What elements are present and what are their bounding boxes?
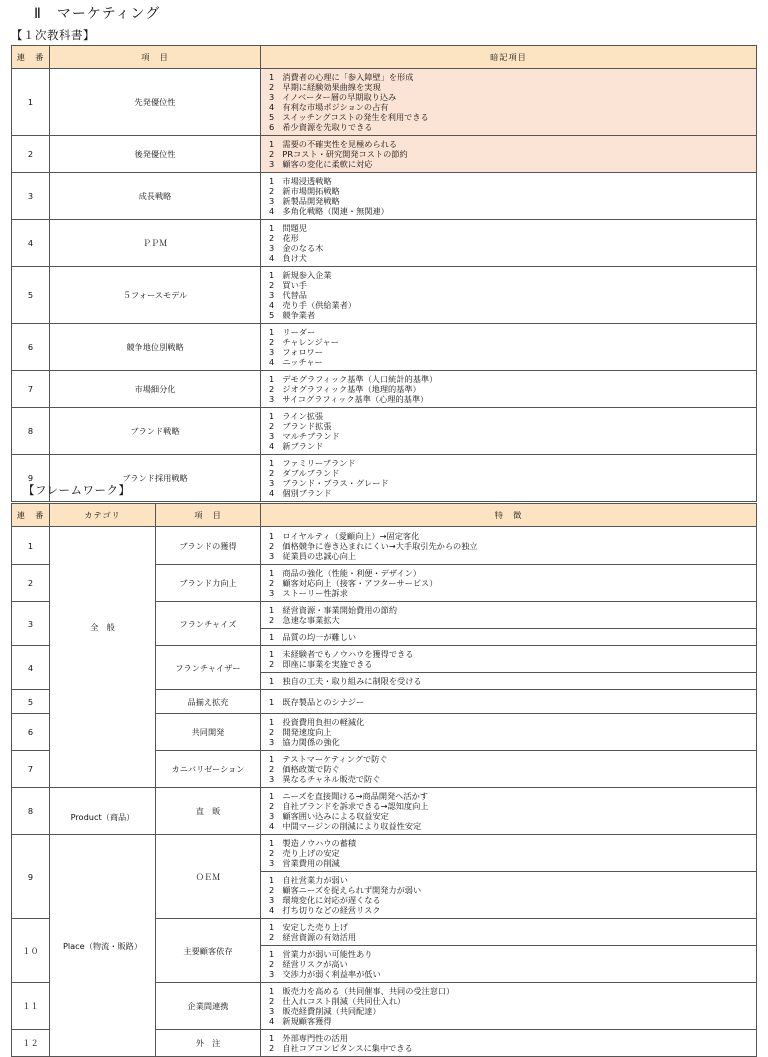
note-line: 4 中間マージンの削減により収益性安定	[269, 821, 422, 831]
note-line: 1 販売力を高める（共同催事、共同の受注窓口）	[269, 986, 455, 996]
row-category: Place（物流・販路）	[50, 835, 156, 1057]
note-line: 2 ダブルブランド	[269, 468, 340, 478]
row-number: 5	[12, 690, 50, 714]
note-line: 2 売り上げの安定	[269, 848, 340, 858]
notes-cell	[261, 371, 757, 408]
note-line: 3 サイコグラフィック基準（心理的基準）	[269, 394, 429, 404]
framework-table	[11, 503, 757, 1057]
notes-cell	[261, 751, 757, 788]
row-number: 6	[12, 324, 50, 371]
row-number: 7	[12, 751, 50, 788]
note-line: 1 テストマーケティングで防ぐ	[269, 754, 388, 764]
note-line: 3 協力関係の強化	[269, 737, 340, 747]
note-line: 2 ジオグラフィック基準（地理的基準）	[269, 384, 421, 394]
note-line: 2 顧客対応向上（接客・アフターサービス）	[269, 578, 438, 588]
note-line: 2 開発速度向上	[269, 727, 332, 737]
table-row	[12, 527, 757, 565]
note-line: 5 スイッチングコストの発生を利用できる	[269, 112, 429, 122]
note-line: 3 代替品	[269, 290, 307, 300]
table-row	[12, 220, 757, 267]
note-line: 1 未経験者でもノウハウを獲得できる	[269, 649, 414, 659]
notes-cell	[261, 946, 757, 983]
row-number: 1	[12, 69, 50, 136]
note-line: 2 新市場開拓戦略	[269, 186, 340, 196]
note-line: 1 ニーズを直接聞ける→商品開発へ活かす	[269, 791, 429, 801]
row-item: 後発優位性	[50, 136, 261, 173]
note-line: 2 早期に経験効果曲線を実現	[269, 82, 381, 92]
note-line: 2 自社コアコンピタンスに集中できる	[269, 1043, 413, 1053]
note-line: 1 デモグラフィック基準（人口統計的基準）	[269, 374, 438, 384]
table-row	[12, 173, 757, 220]
row-number: １１	[12, 983, 50, 1030]
note-line: 4 個別ブランド	[269, 488, 332, 498]
note-line: 1 ロイヤルティ（愛顧向上）→固定客化	[269, 530, 420, 541]
page-title: Ⅱ マーケティング	[34, 6, 161, 22]
row-item: 共同開発	[156, 714, 261, 751]
row-item: ５フォースモデル	[50, 267, 261, 324]
note-line: 1 外部専門性の活用	[269, 1033, 348, 1043]
note-line: 4 有利な市場ポジションの占有	[269, 102, 389, 112]
notes-cell	[261, 872, 757, 919]
notes-cell	[261, 602, 757, 629]
row-item: ブランド戦略	[50, 408, 261, 455]
row-number: 5	[12, 267, 50, 324]
row-item: 市場細分化	[50, 371, 261, 408]
notes-cell	[261, 267, 757, 324]
note-line: 1 問題児	[269, 223, 307, 233]
note-line: 3 イノベーター層の早期取り込み	[269, 92, 397, 102]
note-line: 2 即座に事業を実施できる	[269, 659, 373, 669]
note-line: 2 自社ブランドを訴求できる→認知度向上	[269, 801, 429, 811]
note-line: 2 仕入れコスト削減（共同仕入れ）	[269, 996, 406, 1006]
note-line: 1 安定した売り上げ	[269, 922, 348, 932]
note-line: 3 交渉力が弱く利益率が低い	[269, 969, 381, 979]
notes-cell	[261, 673, 757, 690]
row-number: 6	[12, 714, 50, 751]
note-line: 3 異なるチャネル販売で防ぐ	[269, 774, 381, 784]
notes-cell	[261, 629, 757, 646]
textbook-table	[11, 45, 757, 502]
note-line: 1 市場浸透戦略	[269, 176, 332, 186]
notes-cell	[261, 983, 757, 1030]
note-line: 1 消費者の心理に「参入障壁」を形成	[269, 72, 414, 82]
notes-cell	[261, 408, 757, 455]
row-item: 主要顧客依存	[156, 919, 261, 983]
note-line: 2 急速な事業拡大	[269, 615, 340, 625]
notes-cell	[261, 136, 757, 173]
note-line: 1 商品の強化（性能・利便・デザイン）	[269, 568, 422, 578]
row-category: Product（商品）	[50, 788, 156, 835]
header-memorize: 暗記項目	[261, 46, 757, 69]
notes-cell	[261, 220, 757, 267]
note-line: 2 PRコスト・研究開発コストの節約	[269, 149, 408, 159]
note-line: 2 買い手	[269, 280, 307, 290]
notes-cell	[261, 1030, 757, 1057]
header-features: 特 徴	[261, 504, 757, 527]
row-item: ブランド採用戦略	[50, 455, 261, 502]
note-line: 1 品質の均一が難しい	[269, 632, 357, 642]
row-number: 9	[12, 455, 50, 502]
note-line: 3 ブランド・プラス・グレード	[269, 478, 389, 488]
row-number: 4	[12, 646, 50, 690]
notes-cell	[261, 69, 757, 136]
note-line: 1 独自の工夫・取り組みに制限を受ける	[269, 676, 422, 686]
notes-cell	[261, 173, 757, 220]
note-line: 1 投資費用負担の軽減化	[269, 717, 365, 727]
row-number: 4	[12, 220, 50, 267]
row-item: 外 注	[156, 1030, 261, 1057]
note-line: 1 ライン拡張	[269, 411, 324, 421]
header-item: 項 目	[156, 504, 261, 527]
note-line: 4 多角化戦略（関連・無関連）	[269, 206, 389, 216]
row-item: 先発優位性	[50, 69, 261, 136]
row-item: 企業間連携	[156, 983, 261, 1030]
note-line: 1 新規参入企業	[269, 270, 332, 280]
table-row	[12, 408, 757, 455]
notes-cell	[261, 919, 757, 946]
note-line: 2 価格政策で防ぐ	[269, 764, 340, 774]
notes-cell	[261, 455, 757, 502]
row-number: 3	[12, 173, 50, 220]
table-row	[12, 371, 757, 408]
note-line: 5 競争業者	[269, 310, 316, 320]
note-line: 3 顧客の変化に柔軟に対応	[269, 159, 373, 169]
note-line: 3 新製品開発戦略	[269, 196, 340, 206]
section-textbook-label: 【１次教科書】	[11, 28, 95, 42]
notes-cell	[261, 565, 757, 602]
row-number: 8	[12, 788, 50, 835]
note-line: 1 リーダー	[269, 327, 316, 337]
note-line: 4 打ち切りなどの経営リスク	[269, 905, 381, 915]
note-line: 1 ファミリーブランド	[269, 458, 356, 468]
note-line: 1 需要の不確実性を見極められる	[269, 139, 398, 149]
notes-cell	[261, 835, 757, 872]
note-line: 2 チャレンジャー	[269, 337, 339, 347]
note-line: 3 営業費用の削減	[269, 858, 340, 868]
note-line: 3 マルチブランド	[269, 431, 340, 441]
row-item: ＯＥＭ	[156, 835, 261, 919]
note-line: 2 経営リスクが高い	[269, 959, 348, 969]
table-row	[12, 324, 757, 371]
row-item: ブランド力向上	[156, 565, 261, 602]
note-line: 2 花形	[269, 233, 299, 243]
note-line: 6 希少資源を先取りできる	[269, 122, 373, 132]
header-number: 連 番	[12, 46, 50, 69]
row-item: フランチャイザー	[156, 646, 261, 690]
row-number: １０	[12, 919, 50, 983]
row-item: ＰＰＭ	[50, 220, 261, 267]
row-category: 全 般	[50, 527, 156, 788]
row-item: 成長戦略	[50, 173, 261, 220]
note-line: 4 新ブランド	[269, 441, 324, 451]
row-item: 直 販	[156, 788, 261, 835]
header-item: 項 目	[50, 46, 261, 69]
header-number: 連 番	[12, 504, 50, 527]
notes-cell	[261, 646, 757, 673]
note-line: 4 ニッチャー	[269, 357, 323, 367]
row-number: 9	[12, 835, 50, 919]
table-row	[12, 136, 757, 173]
note-line: 4 新規顧客獲得	[269, 1016, 332, 1026]
row-number: 8	[12, 408, 50, 455]
note-line: 1 営業力が弱い可能性あり	[269, 949, 373, 959]
table-row	[12, 69, 757, 136]
row-item: カニバリゼーション	[156, 751, 261, 788]
note-line: 3 フォロワー	[269, 347, 323, 357]
section-framework-label: 【フレームワーク】	[23, 483, 131, 497]
header-category: カテゴリ	[50, 504, 156, 527]
row-number: 1	[12, 527, 50, 565]
note-line: 3 顧客囲い込みによる収益安定	[269, 811, 389, 821]
note-line: 3 販売経費削減（共同配達）	[269, 1006, 381, 1016]
row-item: 競争地位別戦略	[50, 324, 261, 371]
note-line: 1 製造ノウハウの蓄積	[269, 838, 357, 848]
note-line: 2 価格競争に巻き込まれにくい→大手取引先からの独立	[269, 540, 478, 551]
row-number: 2	[12, 136, 50, 173]
note-line: 4 売り手（供給業者）	[269, 300, 357, 310]
note-line: 2 顧客ニーズを捉えられず開発力が弱い	[269, 885, 422, 895]
row-item: フランチャイズ	[156, 602, 261, 646]
note-line: 3 ストーリー性訴求	[269, 588, 348, 598]
notes-cell	[261, 324, 757, 371]
row-item: ブランドの獲得	[156, 527, 261, 565]
notes-cell	[261, 714, 757, 751]
note-line: 3 従業員の忠誠心向上	[269, 550, 357, 561]
row-number: 2	[12, 565, 50, 602]
notes-cell	[261, 788, 757, 835]
table-row	[12, 267, 757, 324]
row-number: 7	[12, 371, 50, 408]
row-number: 3	[12, 602, 50, 646]
row-item: 品揃え拡充	[156, 690, 261, 714]
table-row	[12, 788, 757, 835]
note-line: 3 金のなる木	[269, 243, 324, 253]
notes-cell	[261, 527, 757, 565]
note-line: 2 経営資源の有効活用	[269, 932, 357, 942]
row-number: １２	[12, 1030, 50, 1057]
note-line: 4 負け犬	[269, 253, 307, 263]
note-line: 1 既存製品とのシナジー	[269, 696, 365, 707]
note-line: 1 経営資源・事業開始費用の節約	[269, 605, 398, 615]
table-row	[12, 835, 757, 872]
note-line: 2 ブランド拡張	[269, 421, 332, 431]
notes-cell	[261, 690, 757, 714]
note-line: 1 自社営業力が弱い	[269, 875, 348, 885]
note-line: 3 環境変化に対応が遅くなる	[269, 895, 381, 905]
